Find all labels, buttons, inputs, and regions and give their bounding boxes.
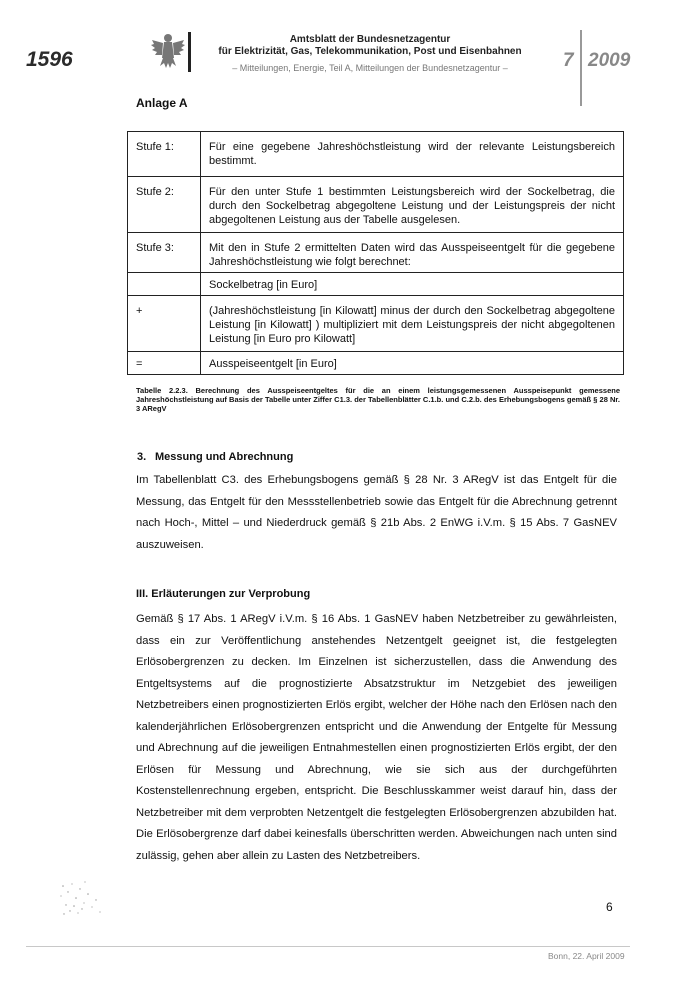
calculation-table (127, 131, 624, 375)
anlage-title: Anlage A (136, 96, 188, 110)
page-number: 1596 (26, 48, 73, 71)
table-cell-text: Mit den in Stufe 2 ermittelten Daten wird das Ausspeiseentgelt für die gegebene Jahreshöchstleistung wie folgt berechnet: (201, 233, 624, 273)
section-3-paragraph: Im Tabellenblatt C3. des Erhebungsbogens gemäß § 28 Nr. 3 ARegV ist das Entgelt für die Messung, das Entgelt für den Messstellenbetrieb sowie das Entgelt für die Abrechnung getrennt nach Hoch-, Mittel – und Niederdruck gemäß § 21b Abs. 2 EnWG i.V.m. § 15 Abs. 7 GasNEV auszuweisen. (136, 474, 617, 551)
table-caption: Tabelle 2.2.3. Berechnung des Ausspeiseentgeltes für die an einem leistungsgemessenen Ausspeisepunkt gemessene Jahreshöchstleistung auf Basis der Tabelle unter Ziffer C1.3. der Tabellenblätter C.1.b. und C.2.b. des Erhebungsbogens gemäß § 28 Nr. 3 ARegV (136, 386, 620, 413)
scan-artifact (58, 878, 108, 918)
table-row (128, 177, 624, 233)
issue-divider (580, 30, 582, 106)
table-cell-label (128, 273, 201, 296)
table-cell-label: Stufe 3: (128, 233, 201, 273)
section-III-heading: III. Erläuterungen zur Verprobung (136, 588, 311, 600)
header-line-3: – Mitteilungen, Energie, Teil A, Mitteilungen der Bundesnetzagentur – (232, 63, 508, 73)
table-cell-text: Für den unter Stufe 1 bestimmten Leistungsbereich wird der Sockelbetrag, die durch den Sockelbetrag abgegoltene Leistung und der Leistungspreis der nicht abgegoltenen Leistung aus der Tabelle ausgelesen. (201, 177, 624, 233)
header-divider (188, 32, 191, 72)
header-line-2: für Elektrizität, Gas, Telekommunikation, Post und Eisenbahnen (218, 46, 522, 57)
document-page-number: 6 (606, 900, 613, 914)
table-cell-label: + (128, 296, 201, 352)
table-cell-label: = (128, 352, 201, 375)
header-line-1: Amtsblatt der Bundesnetzagentur (289, 34, 451, 45)
table-row (128, 132, 624, 177)
table-row (128, 352, 624, 375)
table-row (128, 296, 624, 352)
table-row (128, 273, 624, 296)
table-cell-label: Stufe 1: (128, 132, 201, 177)
table-cell-label: Stufe 2: (128, 177, 201, 233)
header-publication-block (210, 34, 530, 74)
issue-year: 2009 (588, 50, 631, 71)
table-cell-text: Für eine gegebene Jahreshöchstleistung wird der relevante Leistungsbereich bestimmt. (201, 132, 624, 177)
section-III-paragraph: Gemäß § 17 Abs. 1 ARegV i.V.m. § 16 Abs. 1 GasNEV haben Netzbetreiber zu gewährleisten, dass ein zur Veröffentlichung anstehendes Netzentgelt geeignet ist, die festgelegten Erlösobergrenzen zu decken. Im Einzelnen ist sicherzustellen, dass die Anwendung des Entgeltsystems auf die prognostizierte Absatzstruktur im Netzgebiet des jeweiligen Netzbetreibers einen prognostizierten Erlös ergibt, welcher der Höhe nach den Erlösen nach den kalenderjährlichen Erlösobergrenzen entspricht und die Anwendung der Entgelte für Messung und Abrechnung auf die jeweiligen Entnahmestellen einen prognostizierten Erlös ergibt, der den Erlösen für Messung und Abrechnung, wie sie sich aus der durchgeführten Kostenstellenrechnung ergeben, entspricht. Die Beschlusskammer weist darauf hin, dass der Netzbetreiber mit dem verprobten Netzentgelt die festgelegten Erlösobergrenzen abzubilden hat. Die Erlösobergrenze darf dabei keinesfalls überschritten werden. Abweichungen nach unten sind zulässig, gehen aber allein zu Lasten des Netzbetreibers. (136, 613, 617, 862)
table-cell-text: Ausspeiseentgelt [in Euro] (201, 352, 624, 375)
section-3-heading (137, 451, 293, 463)
section-3-title: Messung und Abrechnung (155, 451, 294, 463)
table-cell-text: (Jahreshöchstleistung [in Kilowatt] minus der durch den Sockelbetrag abgegoltene Leistung [in Kilowatt] ) multipliziert mit dem Leistungspreis der nicht abgegoltenen Leistung [in Euro pro Kilowatt] (201, 296, 624, 352)
issue-number: 7 (563, 50, 574, 71)
section-3-number: 3. (137, 451, 147, 463)
footer-divider (26, 946, 630, 947)
table-row (128, 233, 624, 273)
table-cell-text: Sockelbetrag [in Euro] (201, 273, 624, 296)
federal-eagle-icon (150, 30, 186, 70)
footer-date: Bonn, 22. April 2009 (548, 951, 625, 961)
